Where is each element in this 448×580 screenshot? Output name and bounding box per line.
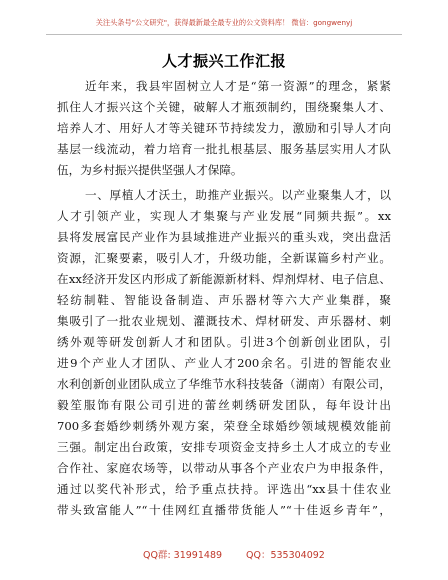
paragraph-line: 700多套婚纱刺绣外观方案，荣登全球婚纱领域规模效能前	[57, 419, 391, 433]
paragraph-line: 基层一线流动，着力培育一批扎根基层、服务基层实用人才队	[57, 142, 391, 156]
paragraph-line: 人才引领产业，实现人才集聚与产业发展“同频共振”。xx	[57, 209, 391, 223]
paragraph-line: 绣外观等研发创新人才和团队。引进3个创新创业团队，引	[57, 335, 391, 349]
paragraph-line: 带头致富能人”“十佳网红直播带货能人”“十佳返乡青年”，	[57, 503, 391, 517]
header-banner: 关注头条号"公文研究"，获得最新最全最专业的公文资料库！ 微信：gongwenyj	[95, 18, 353, 27]
paragraph-line: 进9个产业人才团队、产业人才200余名。引进的智能农业	[57, 356, 391, 370]
header-divider	[46, 34, 402, 35]
paragraph-line: 水利创新创业团队成立了华维节水科技装备（湖南）有限公司，	[57, 377, 391, 391]
paragraph-line: 毅笙服饰有限公司引进的蕾丝刺绣研发团队，每年设计出	[57, 398, 391, 412]
paragraph-line: 伍，为乡村振兴提供坚强人才保障。	[57, 163, 243, 177]
paragraph-line: 近年来，我县牢固树立人才是“第一资源”的理念，紧紧	[85, 79, 391, 93]
qq-group-number: QQ群: 31991489	[143, 550, 223, 561]
paragraph-line: 一、厚植人才沃土，助推产业振兴。以产业聚集人才，以	[85, 188, 391, 202]
paragraph-line: 三强。制定出台政策，安排专项资金支持乡土人才成立的专业	[57, 440, 391, 454]
paragraph-line: 轻纺制鞋、智能设备制造、声乐器材等六大产业集群，聚	[57, 293, 391, 307]
qq-contact-number: QQ：535304092	[246, 550, 325, 561]
paragraph-line: 资源，汇聚要素，吸引人才，升级功能，全新谋篇乡村产业。	[57, 251, 391, 265]
paragraph-line: 集吸引了一批农业规划、灌溉技术、焊材研发、声乐器材、刺	[57, 314, 391, 328]
paragraph-line: 通过以奖代补形式，给予重点扶持。评选出“xx县十佳农业	[57, 482, 391, 496]
document-title: 人才振兴工作汇报	[161, 52, 286, 70]
paragraph-line: 合作社、家庭农场等，以带动从事各个产业农户为申报条件，	[57, 461, 391, 475]
paragraph-line: 在xx经济开发区内形成了新能源新材料、焊剂焊材、电子信息、	[57, 272, 391, 286]
paragraph-line: 抓住人才振兴这个关键，破解人才瓶颈制约，围绕聚集人才、	[57, 100, 391, 114]
paragraph-line: 培养人才、用好人才等关键环节持续发力，激励和引导人才向	[57, 121, 391, 135]
paragraph-line: 县将发展富民产业作为县域推进产业振兴的重头戏，突出盘活	[57, 230, 391, 244]
